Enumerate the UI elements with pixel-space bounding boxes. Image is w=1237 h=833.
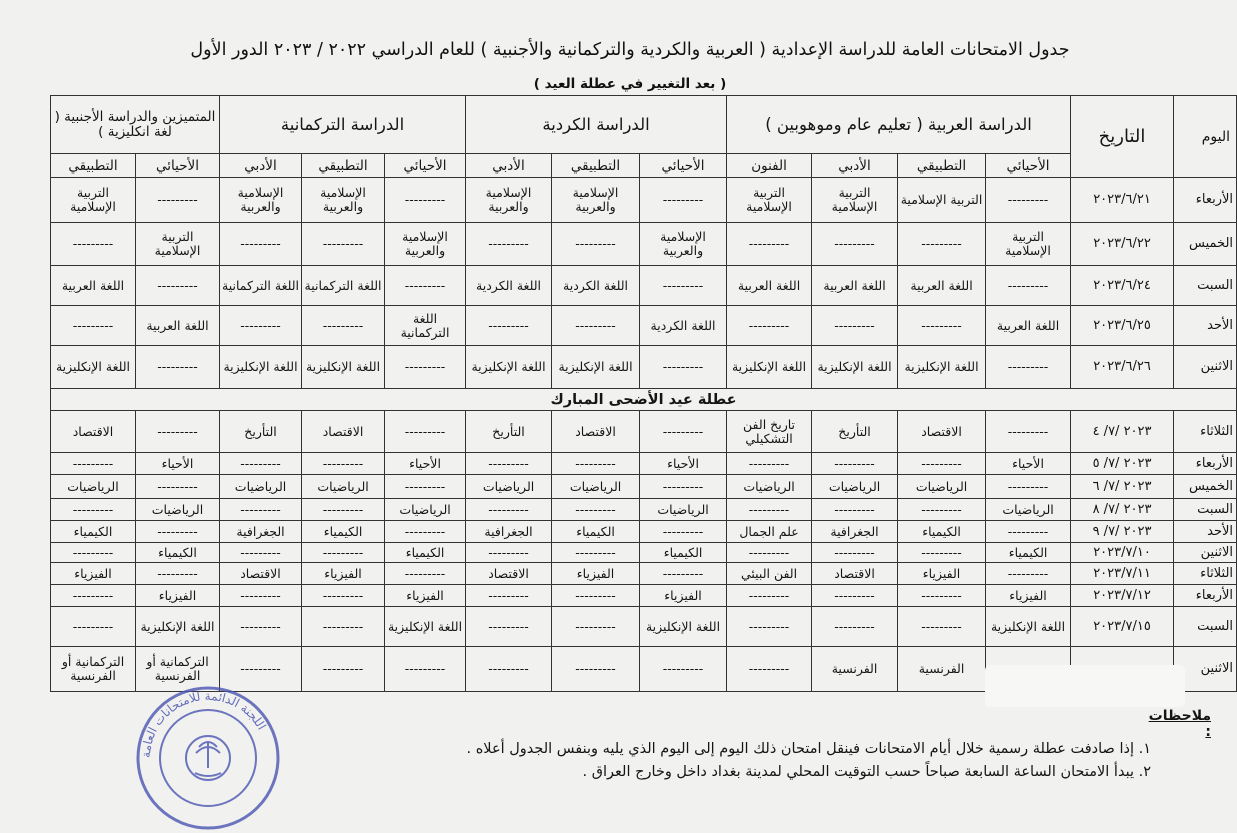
date-cell: ٢٠٢٣/٦/٢٦	[1071, 346, 1174, 389]
table-row	[51, 563, 1237, 585]
subject-cell: ---------	[552, 306, 640, 346]
subject-cell: الأحياء	[136, 453, 220, 475]
subject-cell: اللغة الإنكليزية	[466, 346, 552, 389]
subject-cell: ---------	[220, 223, 302, 266]
date-cell: ٢٠٢٣ /٧/ ٤	[1071, 411, 1174, 453]
date-cell: ٢٠٢٣/٧/١٥	[1071, 607, 1174, 647]
subject-cell: ---------	[51, 306, 136, 346]
day-cell: الأربعاء	[1174, 453, 1237, 475]
subject-cell: ---------	[640, 647, 727, 692]
subject-cell: ---------	[51, 607, 136, 647]
subject-cell: ---------	[466, 585, 552, 607]
subject-cell: الفيزياء	[136, 585, 220, 607]
subject-cell: ---------	[466, 306, 552, 346]
subject-cell: الاقتصاد	[220, 563, 302, 585]
subject-cell: اللغة العربية	[727, 266, 812, 306]
subject-cell: تاريخ الفن التشكيلي	[727, 411, 812, 453]
subject-cell: الرياضيات	[466, 475, 552, 499]
subject-cell: ---------	[220, 607, 302, 647]
subject-cell: ---------	[898, 453, 986, 475]
subject-cell: اللغة العربية	[51, 266, 136, 306]
subject-cell: ---------	[812, 607, 898, 647]
subject-cell: ---------	[898, 607, 986, 647]
subject-cell: ---------	[898, 499, 986, 521]
subject-cell: ---------	[51, 223, 136, 266]
subject-cell: ---------	[986, 266, 1071, 306]
table-row	[51, 453, 1237, 475]
subject-cell: ---------	[302, 543, 385, 563]
subject-cell: اللغة الإنكليزية	[812, 346, 898, 389]
subject-cell: الكيمياء	[986, 543, 1071, 563]
subject-cell: الاقتصاد	[898, 411, 986, 453]
holiday-label: عطلة عيد الأضحى المبارك	[51, 389, 1237, 411]
subject-cell: ---------	[385, 411, 466, 453]
subject-cell: الإسلامية والعربية	[220, 178, 302, 223]
subject-cell: ---------	[727, 223, 812, 266]
subject-cell: الرياضيات	[552, 475, 640, 499]
subject-cell: ---------	[640, 521, 727, 543]
subject-cell: الكيمياء	[385, 543, 466, 563]
subject-cell: ---------	[898, 543, 986, 563]
subject-cell: ---------	[466, 453, 552, 475]
arabic-applied-col: التطبيقي	[898, 154, 986, 178]
subject-cell: ---------	[302, 647, 385, 692]
subject-cell: الكيمياء	[898, 521, 986, 543]
subject-cell: ---------	[552, 647, 640, 692]
date-cell: ٢٠٢٣/٦/٢٤	[1071, 266, 1174, 306]
notes-title: ملاحظات :	[1148, 708, 1211, 740]
subject-cell: الأحياء	[986, 453, 1071, 475]
subject-cell: ---------	[51, 585, 136, 607]
subject-cell: اللغة الإنكليزية	[220, 346, 302, 389]
date-cell: ٢٠٢٣ /٧/ ٨	[1071, 499, 1174, 521]
subject-cell: اللغة الإنكليزية	[898, 346, 986, 389]
subject-cell: اللغة العربية	[986, 306, 1071, 346]
day-cell: السبت	[1174, 499, 1237, 521]
subject-cell: ---------	[986, 563, 1071, 585]
subject-cell: ---------	[640, 411, 727, 453]
table-row	[51, 521, 1237, 543]
subject-cell: ---------	[727, 585, 812, 607]
date-cell: ٢٠٢٣ /٧/ ٦	[1071, 475, 1174, 499]
table-row	[51, 607, 1237, 647]
subject-cell: ---------	[136, 411, 220, 453]
subject-cell: الفرنسية	[898, 647, 986, 692]
date-cell: ٢٠٢٣/٦/٢١	[1071, 178, 1174, 223]
table-row	[51, 346, 1237, 389]
day-cell: الاثنين	[1174, 346, 1237, 389]
subject-cell: الرياضيات	[220, 475, 302, 499]
subject-cell: ---------	[640, 178, 727, 223]
subject-cell: الرياضيات	[727, 475, 812, 499]
subject-cell: الإسلامية والعربية	[385, 223, 466, 266]
subject-cell: الفيزياء	[51, 563, 136, 585]
subject-cell: ---------	[986, 411, 1071, 453]
kurdish-applied-col: التطبيقي	[552, 154, 640, 178]
document-subtitle: ( بعد التغيير في عطلة العيد )	[533, 76, 727, 92]
subject-cell: ---------	[385, 266, 466, 306]
day-cell: الاثنين	[1174, 647, 1237, 692]
subject-cell: ---------	[466, 647, 552, 692]
table-row	[51, 543, 1237, 563]
subject-cell: ---------	[812, 585, 898, 607]
date-cell: ٢٠٢٣/٧/١٢	[1071, 585, 1174, 607]
subject-cell: ---------	[986, 178, 1071, 223]
date-header: التاريخ	[1071, 96, 1174, 178]
subject-cell: الاقتصاد	[812, 563, 898, 585]
subject-cell: ---------	[986, 346, 1071, 389]
subject-cell: ---------	[552, 223, 640, 266]
date-cell: ٢٠٢٣ /٧/ ٩	[1071, 521, 1174, 543]
subject-cell: اللغة الإنكليزية	[727, 346, 812, 389]
subject-cell: ---------	[466, 499, 552, 521]
subject-cell: ---------	[136, 178, 220, 223]
subject-cell: الفن البيئي	[727, 563, 812, 585]
subject-cell: ---------	[552, 585, 640, 607]
subject-cell: التربية الإسلامية	[898, 178, 986, 223]
turkmen-applied-col: التطبيقي	[302, 154, 385, 178]
subject-cell: ---------	[302, 607, 385, 647]
subject-cell: ---------	[302, 499, 385, 521]
subject-cell: الرياضيات	[302, 475, 385, 499]
date-cell: ٢٠٢٣/٧/١١	[1071, 563, 1174, 585]
subject-cell: التربية الإسلامية	[812, 178, 898, 223]
subject-cell: اللغة الكردية	[466, 266, 552, 306]
foreign-study-header: المتميزين والدراسة الأجنبية ( لغة انكليزية )	[51, 96, 220, 154]
subject-cell: الكيمياء	[302, 521, 385, 543]
subject-cell: الكيمياء	[552, 521, 640, 543]
day-header: اليوم	[1174, 96, 1237, 178]
subject-cell: ---------	[552, 607, 640, 647]
kurdish-biology-col: الأحيائي	[640, 154, 727, 178]
subject-cell: اللغة الكردية	[552, 266, 640, 306]
subject-cell: الرياضيات	[812, 475, 898, 499]
foreign-applied-col: التطبيقي	[51, 154, 136, 178]
subject-cell: ---------	[640, 563, 727, 585]
subject-cell: ---------	[220, 543, 302, 563]
subject-cell: اللغة التركمانية	[220, 266, 302, 306]
subject-cell: ---------	[51, 453, 136, 475]
subject-cell: الإسلامية والعربية	[466, 178, 552, 223]
subject-cell: ---------	[385, 346, 466, 389]
subject-cell: التأريخ	[812, 411, 898, 453]
subject-cell: ---------	[727, 306, 812, 346]
arabic-literary-col: الأدبي	[812, 154, 898, 178]
day-cell: الأربعاء	[1174, 178, 1237, 223]
day-cell: الأحد	[1174, 521, 1237, 543]
subject-cell: ---------	[812, 499, 898, 521]
subject-cell: الفيزياء	[552, 563, 640, 585]
subject-cell: ---------	[220, 647, 302, 692]
turkmen-biology-col: الأحيائي	[385, 154, 466, 178]
date-cell: ٢٠٢٣/٦/٢٢	[1071, 223, 1174, 266]
subject-cell: ---------	[385, 521, 466, 543]
subject-cell: ---------	[385, 178, 466, 223]
subject-cell: الكيمياء	[51, 521, 136, 543]
day-cell: الثلاثاء	[1174, 411, 1237, 453]
subject-cell: الفيزياء	[640, 585, 727, 607]
subject-cell: الجغرافية	[466, 521, 552, 543]
subject-cell: التأريخ	[220, 411, 302, 453]
subject-cell: الاقتصاد	[552, 411, 640, 453]
date-cell: ٢٠٢٣/٧/١٠	[1071, 543, 1174, 563]
subject-cell: ---------	[302, 585, 385, 607]
subject-cell: ---------	[727, 453, 812, 475]
subject-cell: ---------	[385, 475, 466, 499]
subject-cell: ---------	[385, 563, 466, 585]
table-row	[51, 178, 1237, 223]
table-row	[51, 499, 1237, 521]
note-1: ١. إذا صادفت عطلة رسمية خلال أيام الامتحانات فينقل امتحان ذلك اليوم إلى اليوم الذي يليه وبنفس الجدول أعلاه .	[466, 741, 1151, 757]
subject-cell: التربية الإسلامية	[51, 178, 136, 223]
subject-cell: اللغة التركمانية	[385, 306, 466, 346]
turkmen-study-header: الدراسة التركمانية	[220, 96, 466, 154]
subject-cell: ---------	[466, 607, 552, 647]
day-cell: الثلاثاء	[1174, 563, 1237, 585]
subject-cell: الإسلامية والعربية	[302, 178, 385, 223]
subject-cell: علم الجمال	[727, 521, 812, 543]
subject-cell: اللغة الإنكليزية	[640, 607, 727, 647]
subject-cell: التركمانية أو الفرنسية	[51, 647, 136, 692]
subject-cell: الرياضيات	[385, 499, 466, 521]
subject-cell: ---------	[385, 647, 466, 692]
subject-cell: الكيمياء	[136, 543, 220, 563]
table-row	[51, 306, 1237, 346]
subject-cell: ---------	[466, 543, 552, 563]
subject-cell: ---------	[220, 453, 302, 475]
subject-cell: ---------	[466, 223, 552, 266]
subject-cell: ---------	[136, 563, 220, 585]
subject-cell: ---------	[727, 647, 812, 692]
arabic-study-header: الدراسة العربية ( تعليم عام وموهوبين )	[727, 96, 1071, 154]
subject-cell: ---------	[986, 521, 1071, 543]
day-cell: الأحد	[1174, 306, 1237, 346]
kurdish-literary-col: الأدبي	[466, 154, 552, 178]
table-row	[51, 266, 1237, 306]
subject-cell: ---------	[136, 346, 220, 389]
subject-cell: الجغرافية	[812, 521, 898, 543]
document-title: جدول الامتحانات العامة للدراسة الإعدادية ( العربية والكردية والتركمانية والأجنبية ) للعام الدراسي ٢٠٢٢ / ٢٠٢٣ الدور الأول	[190, 40, 1070, 60]
subject-cell: ---------	[220, 499, 302, 521]
subject-cell: ---------	[898, 223, 986, 266]
subject-cell: ---------	[812, 223, 898, 266]
subject-cell: اللغة الإنكليزية	[136, 607, 220, 647]
subject-cell: اللغة الإنكليزية	[552, 346, 640, 389]
obscured-area	[985, 665, 1185, 707]
subject-cell: ---------	[727, 607, 812, 647]
subject-cell: التربية الإسلامية	[136, 223, 220, 266]
subject-cell: الاقتصاد	[51, 411, 136, 453]
table-row	[51, 411, 1237, 453]
table-row	[51, 475, 1237, 499]
subject-cell: ---------	[552, 543, 640, 563]
subject-cell: ---------	[898, 306, 986, 346]
note-2: ٢. يبدأ الامتحان الساعة السابعة صباحاً حسب التوقيت المحلي لمدينة بغداد داخل وخارج العراق .	[582, 764, 1151, 780]
subject-cell: ---------	[812, 453, 898, 475]
subject-cell: الرياضيات	[898, 475, 986, 499]
subject-cell: اللغة التركمانية	[302, 266, 385, 306]
subject-cell: الرياضيات	[51, 475, 136, 499]
subject-cell: اللغة الإنكليزية	[51, 346, 136, 389]
subject-cell: اللغة الإنكليزية	[986, 607, 1071, 647]
date-cell: ٢٠٢٣ /٧/ ٥	[1071, 453, 1174, 475]
day-cell: الاثنين	[1174, 543, 1237, 563]
subject-cell: الفيزياء	[898, 563, 986, 585]
subject-cell: اللغة الكردية	[640, 306, 727, 346]
subject-cell: اللغة العربية	[812, 266, 898, 306]
subject-cell: ---------	[220, 585, 302, 607]
day-cell: الأربعاء	[1174, 585, 1237, 607]
subject-cell: الفيزياء	[302, 563, 385, 585]
subject-cell: اللغة العربية	[898, 266, 986, 306]
table-row	[51, 585, 1237, 607]
subject-cell: ---------	[51, 499, 136, 521]
subject-cell: ---------	[302, 453, 385, 475]
subject-cell: الإسلامية والعربية	[640, 223, 727, 266]
table-row	[51, 223, 1237, 266]
schedule-before-holiday	[51, 178, 1237, 389]
subject-cell: ---------	[136, 266, 220, 306]
subject-cell: ---------	[302, 223, 385, 266]
subject-cell: الاقتصاد	[466, 563, 552, 585]
subject-cell: الرياضيات	[986, 499, 1071, 521]
subject-cell: الفيزياء	[385, 585, 466, 607]
subject-cell: ---------	[302, 306, 385, 346]
subject-cell: ---------	[552, 453, 640, 475]
day-cell: الخميس	[1174, 475, 1237, 499]
subject-cell: الإسلامية والعربية	[552, 178, 640, 223]
subject-cell: الرياضيات	[136, 499, 220, 521]
subject-cell: ---------	[640, 346, 727, 389]
day-cell: الخميس	[1174, 223, 1237, 266]
subject-cell: الفرنسية	[812, 647, 898, 692]
subject-cell: ---------	[640, 266, 727, 306]
subject-cell: ---------	[136, 475, 220, 499]
subject-cell: الأحياء	[640, 453, 727, 475]
subject-cell: ---------	[552, 499, 640, 521]
arabic-arts-col: الفنون	[727, 154, 812, 178]
day-cell: السبت	[1174, 607, 1237, 647]
subject-cell: التربية الإسلامية	[986, 223, 1071, 266]
subject-cell: الجغرافية	[220, 521, 302, 543]
kurdish-study-header: الدراسة الكردية	[466, 96, 727, 154]
arabic-biology-col: الأحيائي	[986, 154, 1071, 178]
turkmen-literary-col: الأدبي	[220, 154, 302, 178]
subject-cell: الفيزياء	[986, 585, 1071, 607]
subject-cell: التركمانية أو الفرنسية	[136, 647, 220, 692]
schedule-after-holiday	[51, 411, 1237, 692]
subject-cell: الاقتصاد	[302, 411, 385, 453]
subject-cell: ---------	[727, 543, 812, 563]
day-cell: السبت	[1174, 266, 1237, 306]
official-stamp-icon	[133, 683, 283, 833]
subject-cell: ---------	[898, 585, 986, 607]
holiday-row	[51, 389, 1237, 411]
subject-cell: اللغة الإنكليزية	[302, 346, 385, 389]
subject-cell: الرياضيات	[640, 499, 727, 521]
subject-cell: ---------	[136, 521, 220, 543]
stamp-ring-text: اللجنة الدائمة للامتحانات العامة	[138, 688, 269, 759]
subject-cell: ---------	[727, 499, 812, 521]
subject-cell: التربية الإسلامية	[727, 178, 812, 223]
subject-cell: الكيمياء	[640, 543, 727, 563]
subject-cell: الأحياء	[385, 453, 466, 475]
subject-cell: اللغة الإنكليزية	[385, 607, 466, 647]
subject-cell: ---------	[812, 306, 898, 346]
subject-cell: ---------	[220, 306, 302, 346]
subject-cell: ---------	[812, 543, 898, 563]
subject-cell: ---------	[986, 475, 1071, 499]
subject-cell: اللغة العربية	[136, 306, 220, 346]
subject-cell: ---------	[51, 543, 136, 563]
foreign-biology-col: الأحيائي	[136, 154, 220, 178]
date-cell: ٢٠٢٣/٦/٢٥	[1071, 306, 1174, 346]
subject-cell: التأريخ	[466, 411, 552, 453]
exam-schedule-table	[50, 95, 1237, 692]
subject-cell: ---------	[640, 475, 727, 499]
